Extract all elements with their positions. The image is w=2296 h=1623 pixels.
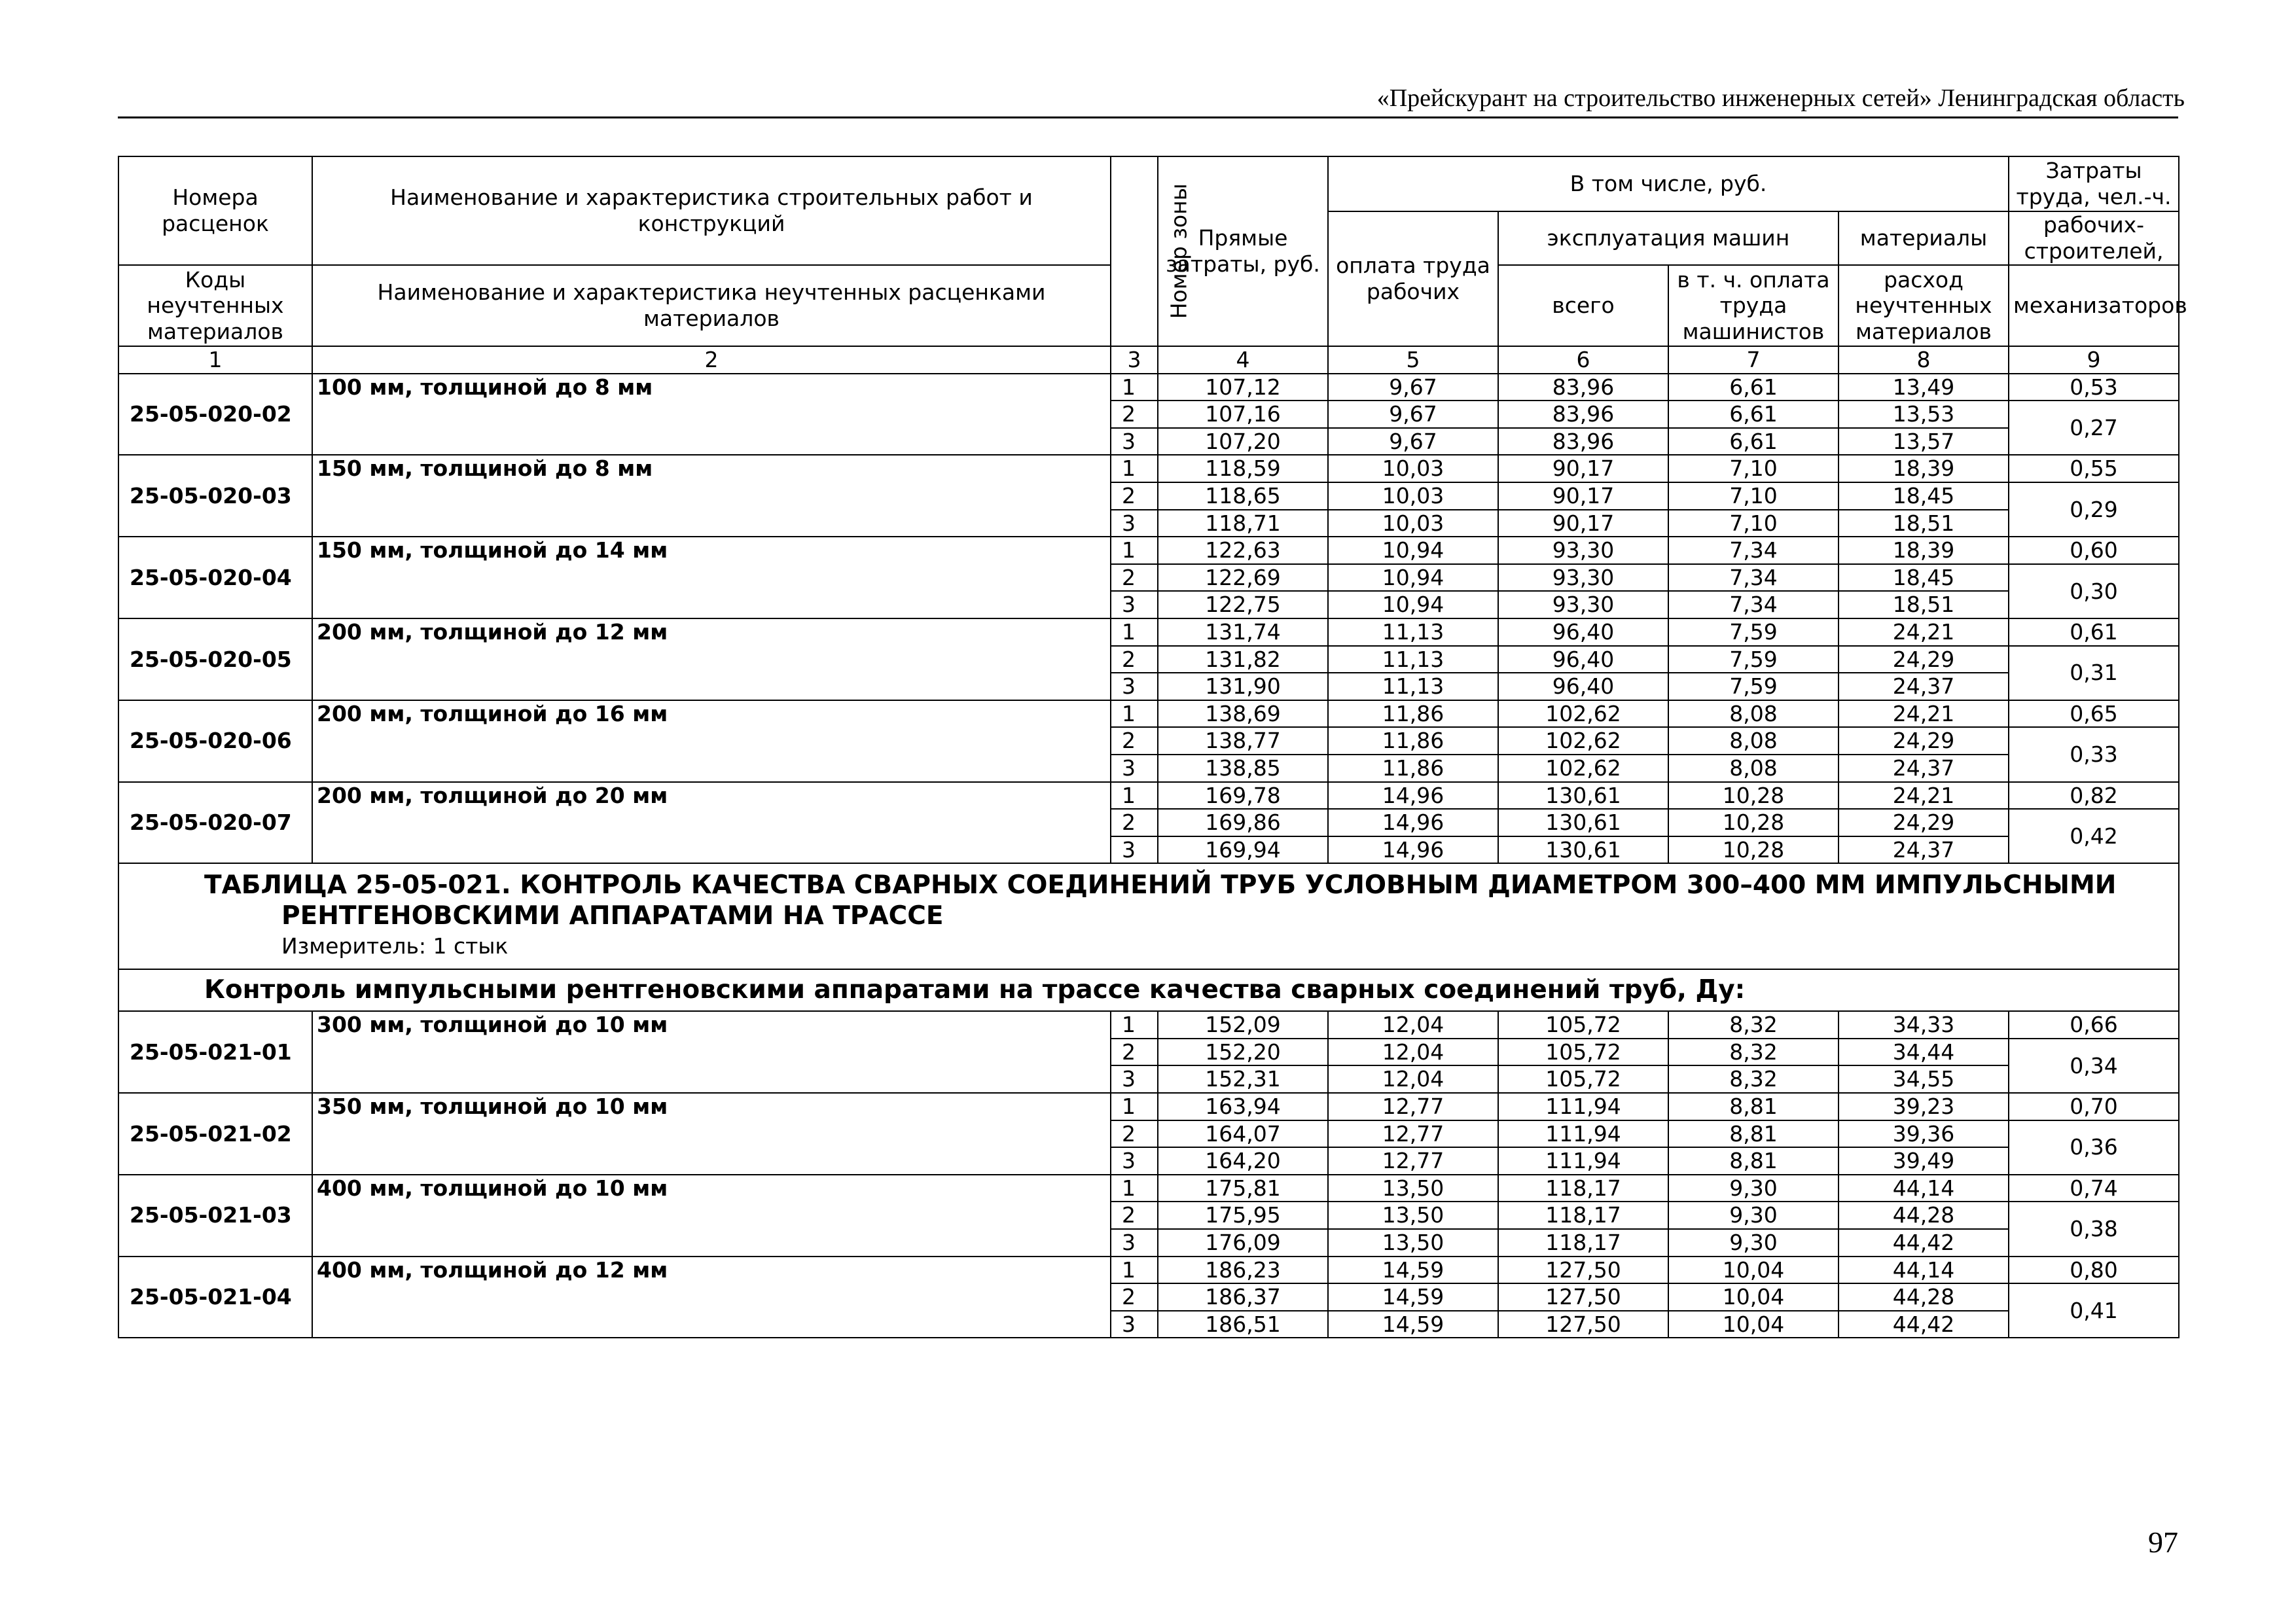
rate-description: 200 мм, толщиной до 16 мм <box>312 700 1111 782</box>
header-name2: Наименование и характеристика неучтенных расценками материалов <box>312 265 1111 346</box>
machinist-wage: 9,30 <box>1668 1175 1839 1202</box>
wage-costs: 10,03 <box>1328 482 1498 510</box>
material-costs: 44,28 <box>1839 1283 2009 1311</box>
machine-costs: 90,17 <box>1498 482 1668 510</box>
labor-builders: 0,66 <box>2009 1011 2179 1039</box>
material-costs: 24,29 <box>1839 646 2009 673</box>
header-rule <box>118 116 2178 118</box>
material-costs: 13,49 <box>1839 374 2009 401</box>
machinist-wage: 7,10 <box>1668 482 1839 510</box>
machinist-wage: 6,61 <box>1668 374 1839 401</box>
page-header-title: «Прейскурант на строительство инженерных сетей» Ленинградская область <box>1376 84 2185 112</box>
wage-costs: 14,59 <box>1328 1257 1498 1284</box>
rate-code: 25-05-020-07 <box>118 782 312 864</box>
wage-costs: 9,67 <box>1328 428 1498 455</box>
wage-costs: 14,96 <box>1328 836 1498 864</box>
machine-costs: 102,62 <box>1498 755 1668 782</box>
material-costs: 39,23 <box>1839 1093 2009 1120</box>
labor-mechanizers: 0,30 <box>2009 564 2179 618</box>
wage-costs: 11,13 <box>1328 646 1498 673</box>
table-row <box>118 700 2179 728</box>
group-title: Контроль импульсными рентгеновскими аппаратами на трассе качества сварных соединений труб, Ду: <box>118 969 2179 1011</box>
table-row <box>118 1257 2179 1284</box>
direct-costs: 175,81 <box>1158 1175 1328 1202</box>
zone-number: 3 <box>1111 510 1158 537</box>
machinist-wage: 8,08 <box>1668 700 1839 728</box>
header-codes: Коды неучтенных материалов <box>118 265 312 346</box>
labor-builders: 0,70 <box>2009 1093 2179 1120</box>
table-row <box>118 1093 2179 1120</box>
direct-costs: 186,37 <box>1158 1283 1328 1311</box>
machinist-wage: 7,59 <box>1668 646 1839 673</box>
labor-builders: 0,60 <box>2009 537 2179 564</box>
direct-costs: 163,94 <box>1158 1093 1328 1120</box>
machinist-wage: 8,32 <box>1668 1065 1839 1093</box>
wage-costs: 10,03 <box>1328 455 1498 482</box>
material-costs: 39,49 <box>1839 1147 2009 1175</box>
labor-mechanizers: 0,41 <box>2009 1283 2179 1338</box>
material-costs: 44,28 <box>1839 1202 2009 1229</box>
zone-number: 1 <box>1111 782 1158 810</box>
labor-builders: 0,80 <box>2009 1257 2179 1284</box>
column-number: 1 <box>118 346 312 374</box>
header-name: Наименование и характеристика строительных работ и конструкций <box>312 156 1111 265</box>
direct-costs: 118,71 <box>1158 510 1328 537</box>
wage-costs: 9,67 <box>1328 374 1498 401</box>
labor-mechanizers: 0,36 <box>2009 1120 2179 1175</box>
machine-costs: 127,50 <box>1498 1311 1668 1338</box>
table-row <box>118 455 2179 482</box>
price-table <box>118 156 2187 1338</box>
machinist-wage: 10,04 <box>1668 1311 1839 1338</box>
direct-costs: 152,20 <box>1158 1039 1328 1066</box>
material-costs: 34,44 <box>1839 1039 2009 1066</box>
zone-number: 1 <box>1111 700 1158 728</box>
material-costs: 18,45 <box>1839 482 2009 510</box>
wage-costs: 13,50 <box>1328 1202 1498 1229</box>
direct-costs: 131,90 <box>1158 673 1328 700</box>
zone-number: 1 <box>1111 537 1158 564</box>
material-costs: 44,14 <box>1839 1175 2009 1202</box>
wage-costs: 14,96 <box>1328 782 1498 810</box>
direct-costs: 164,07 <box>1158 1120 1328 1148</box>
material-costs: 24,37 <box>1839 836 2009 864</box>
table-row <box>118 537 2179 564</box>
machinist-wage: 8,81 <box>1668 1120 1839 1148</box>
wage-costs: 11,86 <box>1328 755 1498 782</box>
zone-number: 1 <box>1111 1175 1158 1202</box>
labor-mechanizers: 0,27 <box>2009 401 2179 455</box>
machinist-wage: 8,08 <box>1668 755 1839 782</box>
machine-costs: 93,30 <box>1498 537 1668 564</box>
material-costs: 39,36 <box>1839 1120 2009 1148</box>
rate-description: 100 мм, толщиной до 8 мм <box>312 374 1111 455</box>
material-costs: 18,45 <box>1839 564 2009 592</box>
material-costs: 44,14 <box>1839 1257 2009 1284</box>
wage-costs: 10,03 <box>1328 510 1498 537</box>
direct-costs: 186,51 <box>1158 1311 1328 1338</box>
direct-costs: 131,82 <box>1158 646 1328 673</box>
direct-costs: 169,94 <box>1158 836 1328 864</box>
machine-costs: 96,40 <box>1498 646 1668 673</box>
header-direct: Прямые затраты, руб. <box>1158 156 1328 346</box>
machine-costs: 83,96 <box>1498 428 1668 455</box>
rate-description: 400 мм, толщиной до 12 мм <box>312 1257 1111 1338</box>
header-unaccounted: расход неучтенных материалов <box>1839 265 2009 346</box>
machine-costs: 118,17 <box>1498 1202 1668 1229</box>
machinist-wage: 10,04 <box>1668 1283 1839 1311</box>
material-costs: 13,57 <box>1839 428 2009 455</box>
zone-number: 1 <box>1111 374 1158 401</box>
machinist-wage: 6,61 <box>1668 428 1839 455</box>
wage-costs: 14,59 <box>1328 1311 1498 1338</box>
machinist-wage: 10,28 <box>1668 782 1839 810</box>
header-wage: оплата труда рабочих <box>1328 211 1498 346</box>
material-costs: 24,21 <box>1839 700 2009 728</box>
header-incl: В том числе, руб. <box>1328 156 2009 211</box>
column-number: 2 <box>312 346 1111 374</box>
direct-costs: 138,77 <box>1158 727 1328 755</box>
machinist-wage: 9,30 <box>1668 1229 1839 1257</box>
machine-costs: 105,72 <box>1498 1065 1668 1093</box>
column-number: 7 <box>1668 346 1839 374</box>
machinist-wage: 8,32 <box>1668 1011 1839 1039</box>
labor-mechanizers: 0,38 <box>2009 1202 2179 1256</box>
wage-costs: 12,77 <box>1328 1093 1498 1120</box>
machinist-wage: 7,34 <box>1668 591 1839 618</box>
wage-costs: 11,86 <box>1328 700 1498 728</box>
direct-costs: 122,69 <box>1158 564 1328 592</box>
direct-costs: 138,69 <box>1158 700 1328 728</box>
rate-code: 25-05-020-04 <box>118 537 312 618</box>
zone-number: 1 <box>1111 618 1158 646</box>
zone-number: 3 <box>1111 428 1158 455</box>
machinist-wage: 8,81 <box>1668 1093 1839 1120</box>
material-costs: 18,39 <box>1839 537 2009 564</box>
direct-costs: 152,09 <box>1158 1011 1328 1039</box>
header-labor-costs: Затраты труда, чел.-ч. <box>2009 156 2179 211</box>
machinist-wage: 10,28 <box>1668 809 1839 836</box>
direct-costs: 118,59 <box>1158 455 1328 482</box>
machinist-wage: 7,34 <box>1668 564 1839 592</box>
machinist-wage: 6,61 <box>1668 401 1839 428</box>
machine-costs: 83,96 <box>1498 374 1668 401</box>
rate-code: 25-05-021-04 <box>118 1257 312 1338</box>
zone-number: 3 <box>1111 1311 1158 1338</box>
material-costs: 24,37 <box>1839 673 2009 700</box>
machinist-wage: 7,10 <box>1668 510 1839 537</box>
zone-number: 3 <box>1111 1065 1158 1093</box>
wage-costs: 14,96 <box>1328 809 1498 836</box>
zone-number: 3 <box>1111 1147 1158 1175</box>
rate-code: 25-05-020-02 <box>118 374 312 455</box>
rate-description: 300 мм, толщиной до 10 мм <box>312 1011 1111 1093</box>
table-row <box>118 618 2179 646</box>
machine-costs: 96,40 <box>1498 673 1668 700</box>
section-measure: Измеритель: 1 стык <box>281 933 509 959</box>
header-mech: механизаторов <box>2009 265 2179 346</box>
direct-costs: 186,23 <box>1158 1257 1328 1284</box>
table-row <box>118 374 2179 401</box>
machine-costs: 102,62 <box>1498 727 1668 755</box>
header-builders: рабочих-строителей, <box>2009 211 2179 265</box>
table-row <box>118 782 2179 810</box>
machine-costs: 93,30 <box>1498 564 1668 592</box>
machine-costs: 83,96 <box>1498 401 1668 428</box>
zone-number: 3 <box>1111 673 1158 700</box>
direct-costs: 107,16 <box>1158 401 1328 428</box>
machine-costs: 130,61 <box>1498 836 1668 864</box>
wage-costs: 12,04 <box>1328 1039 1498 1066</box>
zone-number: 1 <box>1111 1011 1158 1039</box>
direct-costs: 131,74 <box>1158 618 1328 646</box>
labor-mechanizers: 0,31 <box>2009 646 2179 700</box>
wage-costs: 11,13 <box>1328 618 1498 646</box>
column-number: 5 <box>1328 346 1498 374</box>
zone-number: 2 <box>1111 482 1158 510</box>
machinist-wage: 10,04 <box>1668 1257 1839 1284</box>
direct-costs: 169,78 <box>1158 782 1328 810</box>
machinist-wage: 8,81 <box>1668 1147 1839 1175</box>
header-numbers: Номера расценок <box>118 156 312 265</box>
machine-costs: 127,50 <box>1498 1257 1668 1284</box>
machinist-wage: 8,08 <box>1668 727 1839 755</box>
zone-number: 2 <box>1111 401 1158 428</box>
rate-description: 400 мм, толщиной до 10 мм <box>312 1175 1111 1257</box>
zone-number: 2 <box>1111 1039 1158 1066</box>
material-costs: 44,42 <box>1839 1229 2009 1257</box>
zone-number: 3 <box>1111 755 1158 782</box>
column-number: 6 <box>1498 346 1668 374</box>
direct-costs: 118,65 <box>1158 482 1328 510</box>
rate-code: 25-05-020-03 <box>118 455 312 537</box>
material-costs: 44,42 <box>1839 1311 2009 1338</box>
wage-costs: 12,77 <box>1328 1120 1498 1148</box>
header-materials: материалы <box>1839 211 2009 265</box>
machine-costs: 130,61 <box>1498 809 1668 836</box>
machinist-wage: 8,32 <box>1668 1039 1839 1066</box>
section-title-line1: ТАБЛИЦА 25-05-021. КОНТРОЛЬ КАЧЕСТВА СВАРНЫХ СОЕДИНЕНИЙ ТРУБ УСЛОВНЫМ ДИАМЕТРОМ 300–400 ММ ИМПУЛЬСНЫМИ <box>204 870 2117 901</box>
column-number-row <box>118 346 2179 374</box>
rate-description: 350 мм, толщиной до 10 мм <box>312 1093 1111 1175</box>
wage-costs: 12,04 <box>1328 1065 1498 1093</box>
zone-number: 2 <box>1111 564 1158 592</box>
labor-mechanizers: 0,33 <box>2009 727 2179 781</box>
zone-number: 3 <box>1111 1229 1158 1257</box>
machine-costs: 118,17 <box>1498 1175 1668 1202</box>
price-table-body <box>118 156 2187 1338</box>
zone-number: 3 <box>1111 591 1158 618</box>
machine-costs: 105,72 <box>1498 1011 1668 1039</box>
direct-costs: 122,63 <box>1158 537 1328 564</box>
wage-costs: 14,59 <box>1328 1283 1498 1311</box>
wage-costs: 12,04 <box>1328 1011 1498 1039</box>
header-zone-label: Номер зоны <box>1166 183 1192 319</box>
direct-costs: 164,20 <box>1158 1147 1328 1175</box>
labor-builders: 0,61 <box>2009 618 2179 646</box>
direct-costs: 107,20 <box>1158 428 1328 455</box>
machine-costs: 118,17 <box>1498 1229 1668 1257</box>
wage-costs: 10,94 <box>1328 537 1498 564</box>
labor-builders: 0,65 <box>2009 700 2179 728</box>
rate-description: 150 мм, толщиной до 14 мм <box>312 537 1111 618</box>
zone-number: 2 <box>1111 1202 1158 1229</box>
material-costs: 13,53 <box>1839 401 2009 428</box>
direct-costs: 169,86 <box>1158 809 1328 836</box>
labor-mechanizers: 0,29 <box>2009 482 2179 537</box>
wage-costs: 10,94 <box>1328 591 1498 618</box>
zone-number: 2 <box>1111 809 1158 836</box>
direct-costs: 176,09 <box>1158 1229 1328 1257</box>
labor-builders: 0,53 <box>2009 374 2179 401</box>
direct-costs: 175,95 <box>1158 1202 1328 1229</box>
machine-costs: 111,94 <box>1498 1120 1668 1148</box>
material-costs: 24,29 <box>1839 809 2009 836</box>
machine-costs: 90,17 <box>1498 455 1668 482</box>
section-header <box>118 863 2179 969</box>
machinist-wage: 7,59 <box>1668 618 1839 646</box>
machine-costs: 130,61 <box>1498 782 1668 810</box>
table-row <box>118 1011 2179 1039</box>
material-costs: 18,51 <box>1839 591 2009 618</box>
machine-costs: 105,72 <box>1498 1039 1668 1066</box>
material-costs: 18,51 <box>1839 510 2009 537</box>
wage-costs: 11,13 <box>1328 673 1498 700</box>
table-row <box>118 1175 2179 1202</box>
machinist-wage: 7,10 <box>1668 455 1839 482</box>
machinist-wage: 7,34 <box>1668 537 1839 564</box>
zone-number: 2 <box>1111 727 1158 755</box>
column-number: 8 <box>1839 346 2009 374</box>
header-incl-wage: в т. ч. оплата труда машинистов <box>1668 265 1839 346</box>
rate-code: 25-05-021-01 <box>118 1011 312 1093</box>
rate-code: 25-05-020-05 <box>118 618 312 700</box>
wage-costs: 13,50 <box>1328 1175 1498 1202</box>
header-machines: эксплуатация машин <box>1498 211 1839 265</box>
machinist-wage: 9,30 <box>1668 1202 1839 1229</box>
page-number: 97 <box>2148 1525 2178 1559</box>
direct-costs: 107,12 <box>1158 374 1328 401</box>
zone-number: 2 <box>1111 1283 1158 1311</box>
wage-costs: 9,67 <box>1328 401 1498 428</box>
material-costs: 18,39 <box>1839 455 2009 482</box>
labor-mechanizers: 0,42 <box>2009 809 2179 863</box>
zone-number: 3 <box>1111 836 1158 864</box>
wage-costs: 11,86 <box>1328 727 1498 755</box>
material-costs: 24,21 <box>1839 618 2009 646</box>
rate-description: 150 мм, толщиной до 8 мм <box>312 455 1111 537</box>
wage-costs: 10,94 <box>1328 564 1498 592</box>
rate-code: 25-05-021-02 <box>118 1093 312 1175</box>
rate-code: 25-05-020-06 <box>118 700 312 782</box>
machine-costs: 111,94 <box>1498 1147 1668 1175</box>
material-costs: 24,21 <box>1839 782 2009 810</box>
material-costs: 34,55 <box>1839 1065 2009 1093</box>
column-number: 3 <box>1111 346 1158 374</box>
labor-builders: 0,55 <box>2009 455 2179 482</box>
material-costs: 34,33 <box>1839 1011 2009 1039</box>
labor-builders: 0,82 <box>2009 782 2179 810</box>
section-title-line2: РЕНТГЕНОВСКИМИ АППАРАТАМИ НА ТРАССЕ <box>281 901 944 931</box>
direct-costs: 138,85 <box>1158 755 1328 782</box>
machine-costs: 111,94 <box>1498 1093 1668 1120</box>
direct-costs: 152,31 <box>1158 1065 1328 1093</box>
zone-number: 2 <box>1111 646 1158 673</box>
machine-costs: 90,17 <box>1498 510 1668 537</box>
wage-costs: 12,77 <box>1328 1147 1498 1175</box>
material-costs: 24,37 <box>1839 755 2009 782</box>
zone-number: 2 <box>1111 1120 1158 1148</box>
header-total: всего <box>1498 265 1668 346</box>
machine-costs: 93,30 <box>1498 591 1668 618</box>
machine-costs: 96,40 <box>1498 618 1668 646</box>
rate-code: 25-05-021-03 <box>118 1175 312 1257</box>
column-number: 4 <box>1158 346 1328 374</box>
column-number: 9 <box>2009 346 2179 374</box>
direct-costs: 122,75 <box>1158 591 1328 618</box>
wage-costs: 13,50 <box>1328 1229 1498 1257</box>
zone-number: 1 <box>1111 455 1158 482</box>
zone-number: 1 <box>1111 1093 1158 1120</box>
rate-description: 200 мм, толщиной до 12 мм <box>312 618 1111 700</box>
machinist-wage: 10,28 <box>1668 836 1839 864</box>
labor-mechanizers: 0,34 <box>2009 1039 2179 1093</box>
zone-number: 1 <box>1111 1257 1158 1284</box>
machinist-wage: 7,59 <box>1668 673 1839 700</box>
header-zone <box>1111 156 1192 346</box>
rate-description: 200 мм, толщиной до 20 мм <box>312 782 1111 864</box>
machine-costs: 127,50 <box>1498 1283 1668 1311</box>
labor-builders: 0,74 <box>2009 1175 2179 1202</box>
machine-costs: 102,62 <box>1498 700 1668 728</box>
material-costs: 24,29 <box>1839 727 2009 755</box>
